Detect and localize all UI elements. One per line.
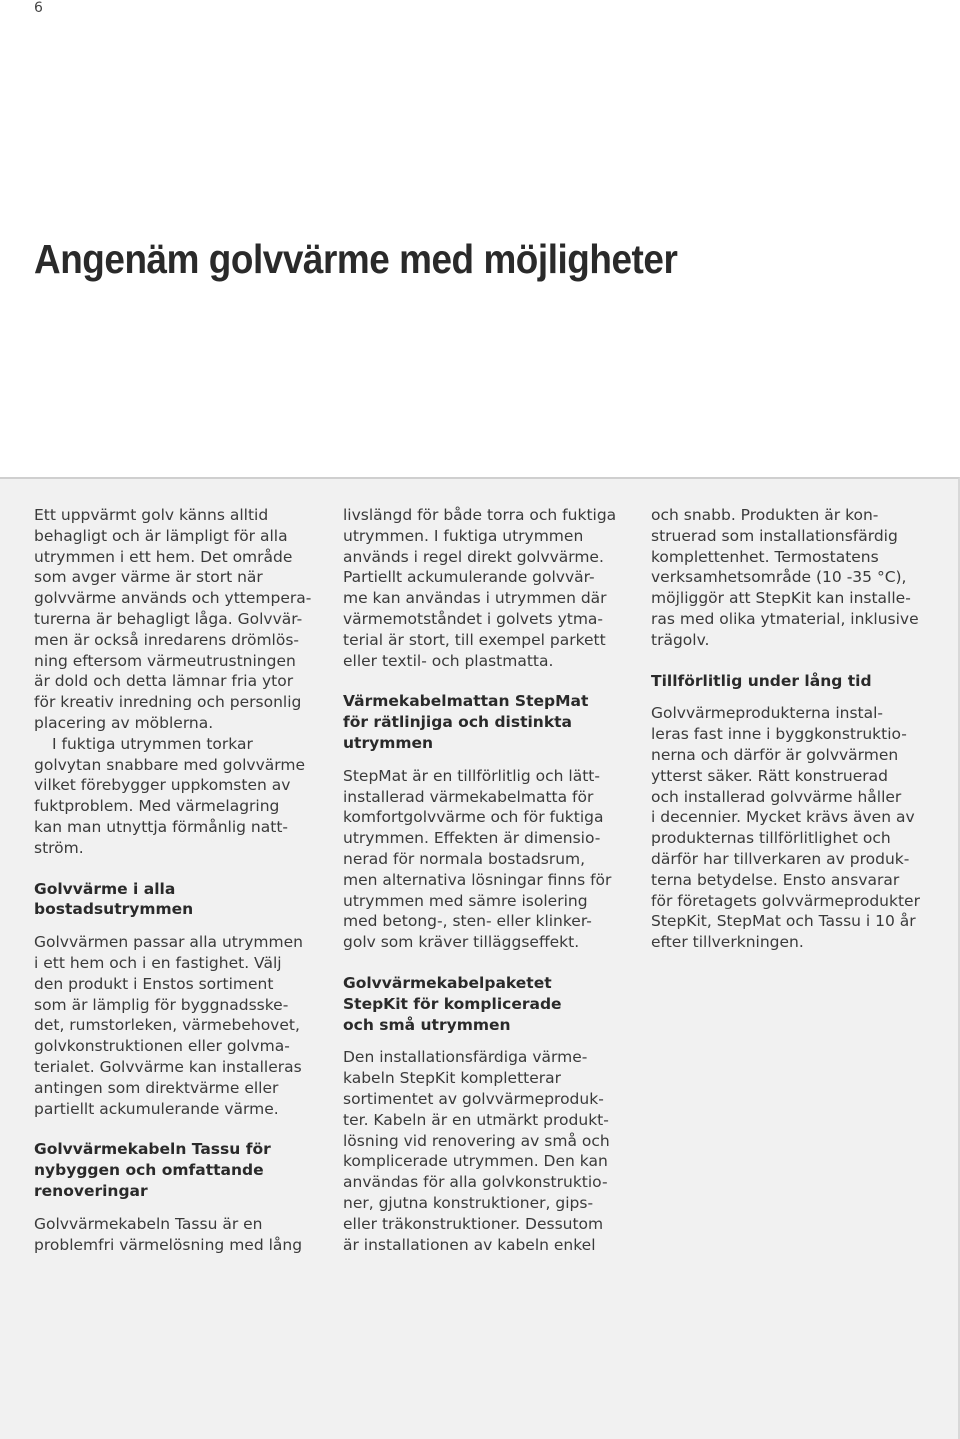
page-number: 6 <box>34 0 43 16</box>
heading-stepmat: Värmekabelmattan StepMat för rätlinjiga och distinkta utrymmen <box>343 692 589 752</box>
paragraph-tassu: Golvvärmekabeln Tassu är en problemfri värmelösning med lång <box>34 1214 303 1254</box>
heading-stepkit: Golvvärmekabelpaketet StepKit för komplicerade och små utrymmen <box>343 973 562 1034</box>
heading-all-rooms: Golvvärme i alla bostadsutrymmen <box>34 879 194 919</box>
heading-reliability: Tillförlitlig under lång tid <box>651 671 872 690</box>
content-panel <box>0 477 960 1439</box>
paragraph-stepkit: Den installationsfärdiga värme- kabeln StepKit kompletterar sortimentet av golvvärmeproduk- ter. Kabeln är en utmärkt produkt- lösning vid renovering av små och komplicerade utrymmen. Den kan användas för alla golvkonstruktio- ner, gjutna konstruktioner, gips- eller träkonstruktioner. Dessutom är installationen av kabeln enkel <box>343 1048 610 1254</box>
paragraph-stepkit-cont: och snabb. Produkten är kon- struerad som installationsfärdig komplettenhet. Termostatens verksamhetsområde (10 -35 °C), möjliggör att StepKit kan installe- ras med olika ytmaterial, inklusive trägolv. <box>651 506 919 649</box>
text-column-3 <box>651 505 935 953</box>
heading-tassu: Golvvärmekabeln Tassu för nybyggen och omfattande renoveringar <box>34 1140 271 1200</box>
paragraph-humid-rooms: I fuktiga utrymmen torkar golvytan snabbare med golvvärme vilket förebygger uppkomsten av fuktproblem. Med värmelagring kan man utnyttja förmånlig natt- ström. <box>34 734 305 857</box>
paragraph-stepmat: StepMat är en tillförlitlig och lätt- installerad värmekabelmatta för komfortgolvvärme och för fuktiga utrymmen. Effekten är dimensio- nerad för normala bostadsrum, men alternativa lösningar finns för utrymmen med sämre isolering med betong-, sten- eller klinker- golv som kräver tilläggseffekt. <box>343 766 612 952</box>
intro-paragraph: Ett uppvärmt golv känns alltid behagligt och är lämpligt för alla utrymmen i ett hem. Det område som avger värme är stort när golvvärme används och yttempera- turerna är behagligt låga. Golvvär- men är också inredarens drömlös- ning eftersom värmeutrustningen är dold och detta lämnar fria ytor för kreativ inredning och personlig placering av möblerna. <box>34 506 312 732</box>
paragraph-all-rooms: Golvvärmen passar alla utrymmen i ett hem och i en fastighet. Välj den produkt i Enstos sortiment som är lämplig för byggnadsske- det, rumstorleken, värmebehovet, golvkonstruktionen eller golvma- terialet. Golvvärme kan installeras antingen som direktvärme eller partiellt ackumulerande värme. <box>34 933 303 1118</box>
paragraph-reliability: Golvvärmeprodukterna instal- leras fast inne i byggkonstruktio- nerna och därför är golvvärmen ytterst säker. Rätt konstruerad och installerad golvvärme håller i decennier. Mycket krävs även av produkternas tillförlitlighet och därför har tillverkaren av produk- terna betydelse. Ensto ansvarar för företagets golvvärmeprodukter StepKit, StepMat och Tassu i 10 år efter tillverkningen. <box>651 704 920 952</box>
paragraph-tassu-cont: livslängd för både torra och fuktiga utrymmen. I fuktiga utrymmen används i regel direkt golvvärme. Partiellt ackumulerande golvvär- me kan användas i utrymmen där värmemotståndet i golvets ytma- terial är stort, till exempel parkett eller textil- och plastmatta. <box>343 506 617 670</box>
text-column-2 <box>343 505 625 1255</box>
text-column-1 <box>34 505 316 1255</box>
page-title: Angenäm golvvärme med möjligheter <box>34 236 678 282</box>
